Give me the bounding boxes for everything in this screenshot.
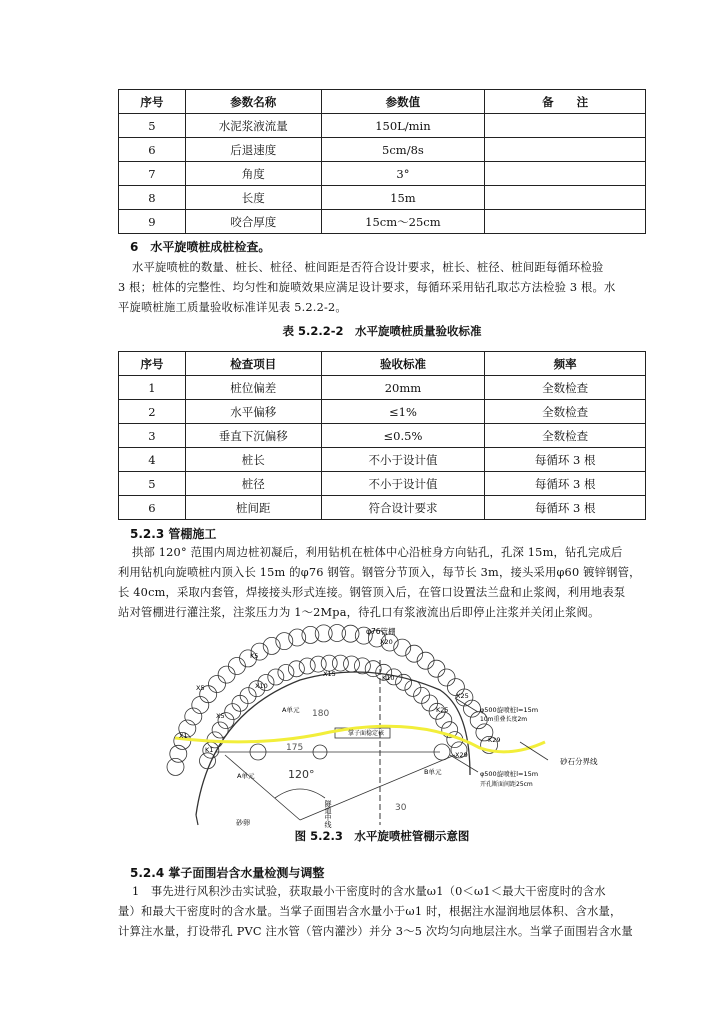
cell-no: 9 bbox=[119, 210, 186, 234]
table-header-row bbox=[119, 352, 646, 376]
cell-frequency: 全数检查 bbox=[485, 376, 646, 400]
cell-note bbox=[485, 114, 646, 138]
table-row bbox=[119, 114, 646, 138]
label-x25: X25 bbox=[456, 692, 469, 700]
col-header-note: 备 注 bbox=[485, 90, 646, 114]
label-a-unit: A单元 bbox=[282, 706, 300, 714]
cell-frequency: 每循环 3 根 bbox=[485, 496, 646, 520]
figure-caption: 图 5.2.3 水平旋喷桩管棚示意图 bbox=[294, 829, 470, 843]
inner-pile-circle bbox=[321, 655, 337, 671]
inner-pile-circle bbox=[200, 753, 216, 769]
table-row bbox=[119, 162, 646, 186]
table-row bbox=[119, 376, 646, 400]
table-row bbox=[119, 138, 646, 162]
cell-value: 15cm～25cm bbox=[321, 210, 485, 234]
outer-pile-circle bbox=[218, 666, 235, 683]
table-row bbox=[119, 210, 646, 234]
outer-pile-circle bbox=[170, 745, 187, 762]
table-row bbox=[119, 424, 646, 448]
pipe-roof-diagram bbox=[0, 620, 724, 830]
outer-pile-circle bbox=[228, 658, 245, 675]
cell-note bbox=[485, 138, 646, 162]
label-center: 隧道中线 bbox=[324, 800, 332, 828]
cell-standard: 不小于设计值 bbox=[321, 472, 485, 496]
cell-item: 桩间距 bbox=[185, 496, 321, 520]
cell-name: 咬合厚度 bbox=[185, 210, 321, 234]
angle-arc bbox=[275, 789, 325, 798]
label-angle: 120° bbox=[288, 768, 315, 781]
table-2-title: 表 5.2.2-2 水平旋喷桩质量验收标准 bbox=[282, 324, 482, 338]
section-6-paragraph bbox=[118, 258, 658, 318]
outer-pile-circle bbox=[302, 626, 319, 643]
cell-note bbox=[485, 210, 646, 234]
cell-item: 水平偏移 bbox=[185, 400, 321, 424]
cell-name: 角度 bbox=[185, 162, 321, 186]
label-x20: X20 bbox=[380, 638, 393, 646]
col-header-item: 检查项目 bbox=[185, 352, 321, 376]
label-dim30: 30 bbox=[395, 803, 407, 813]
cell-frequency: 每循环 3 根 bbox=[485, 472, 646, 496]
inner-pile-circle bbox=[436, 712, 452, 728]
parameter-table bbox=[118, 89, 646, 234]
cell-no: 8 bbox=[119, 186, 186, 210]
tunnel-arch bbox=[196, 672, 470, 815]
label-x5b: X5 bbox=[216, 712, 225, 720]
cell-standard: 符合设计要求 bbox=[321, 496, 485, 520]
paragraph-line: 1 事先进行风积沙击实试验，获取最小干密度时的含水量ω1（0＜ω1＜最大干密度时的含水 bbox=[132, 885, 606, 898]
cell-no: 3 bbox=[119, 424, 186, 448]
label-x1: X1 bbox=[179, 732, 188, 740]
label-k5: K5 bbox=[250, 652, 259, 660]
col-header-value: 参数值 bbox=[321, 90, 485, 114]
section-5-2-4-heading: 5.2.4 掌子面围岩含水量检测与调整 bbox=[130, 866, 325, 880]
paragraph-line: 计算注水量，打设带孔 PVC 注水管（管内灌沙）并分 3～5 次均匀向地层注水。当掌子面围岩含水量 bbox=[118, 925, 633, 938]
cell-standard: 20mm bbox=[321, 376, 485, 400]
label-x15: X15 bbox=[323, 670, 336, 678]
label-x29: X29 bbox=[455, 751, 468, 759]
table-row bbox=[119, 448, 646, 472]
table-row bbox=[119, 496, 646, 520]
cell-note bbox=[485, 162, 646, 186]
cell-standard: ≤0.5% bbox=[321, 424, 485, 448]
cell-item: 桩位偏差 bbox=[185, 376, 321, 400]
cell-frequency: 每循环 3 根 bbox=[485, 448, 646, 472]
cell-name: 后退速度 bbox=[185, 138, 321, 162]
outer-pile-circle bbox=[438, 669, 455, 686]
tunnel-wall-left bbox=[196, 815, 198, 825]
section-6-heading: 6 水平旋喷桩成桩检查。 bbox=[130, 240, 271, 254]
col-header-no: 序号 bbox=[119, 352, 186, 376]
cell-item: 桩径 bbox=[185, 472, 321, 496]
cell-name: 水泥浆液流量 bbox=[185, 114, 321, 138]
cell-item: 桩长 bbox=[185, 448, 321, 472]
cell-no: 1 bbox=[119, 376, 186, 400]
table-row bbox=[119, 186, 646, 210]
cell-no: 7 bbox=[119, 162, 186, 186]
cell-no: 4 bbox=[119, 448, 186, 472]
cell-value: 5cm/8s bbox=[321, 138, 485, 162]
cell-note bbox=[485, 186, 646, 210]
cell-item: 垂直下沉偏移 bbox=[185, 424, 321, 448]
cell-value: 15m bbox=[321, 186, 485, 210]
table-header-row bbox=[119, 90, 646, 114]
inner-pile-circle bbox=[278, 665, 294, 681]
section-5-2-3-heading: 5.2.3 管棚施工 bbox=[130, 527, 217, 541]
outer-pile-circle bbox=[167, 758, 184, 775]
inner-pile-circle bbox=[299, 658, 315, 674]
paragraph-line: 利用钻机向旋喷桩内顶入长 15m 的φ76 钢管。钢管分节顶入，每节长 3m，接头采用φ60 镀锌钢管， bbox=[118, 566, 641, 579]
angle-line-left bbox=[225, 755, 300, 820]
label-pile2b: 开孔断面间距25cm bbox=[480, 781, 533, 788]
paragraph-line: 水平旋喷桩的数量、桩长、桩径、桩间距是否符合设计要求，桩长、桩径、桩间距每循环检验 bbox=[132, 261, 604, 274]
section-5-2-3-paragraph bbox=[118, 543, 658, 623]
boundary-leader-line bbox=[520, 742, 548, 760]
table-row bbox=[119, 400, 646, 424]
outer-pile-circle bbox=[428, 660, 445, 677]
label-k1: K1 bbox=[205, 746, 214, 754]
cell-no: 6 bbox=[119, 138, 186, 162]
inner-pile-circle bbox=[268, 669, 284, 685]
inner-pile-circle bbox=[344, 656, 360, 672]
cell-standard: 不小于设计值 bbox=[321, 448, 485, 472]
label-a-unit-bottom: A单元 bbox=[237, 772, 255, 780]
label-boundary: 砂石分界线 bbox=[560, 757, 598, 766]
col-header-no: 序号 bbox=[119, 90, 186, 114]
label-k10: K10 bbox=[382, 674, 395, 682]
outer-pile-ring bbox=[167, 625, 498, 776]
label-sand: 砂卵 bbox=[236, 819, 250, 827]
cell-no: 5 bbox=[119, 472, 186, 496]
col-header-frequency: 频率 bbox=[485, 352, 646, 376]
cell-name: 长度 bbox=[185, 186, 321, 210]
label-support: 掌子面稳定核 bbox=[348, 730, 385, 737]
cell-standard: ≤1% bbox=[321, 400, 485, 424]
table-row bbox=[119, 472, 646, 496]
label-pile2: φ500旋喷桩l=15m bbox=[480, 770, 539, 778]
inner-pile-circle bbox=[365, 661, 381, 677]
cell-no: 2 bbox=[119, 400, 186, 424]
cell-value: 3° bbox=[321, 162, 485, 186]
col-header-name: 参数名称 bbox=[185, 90, 321, 114]
outer-pile-circle bbox=[342, 625, 359, 642]
paragraph-line: 拱部 120° 范围内周边桩初凝后，利用钻机在桩体中心沿桩身方向钻孔，孔深 15m，钻孔完成后 bbox=[132, 546, 623, 559]
section-5-2-4-paragraph bbox=[118, 882, 658, 942]
cell-no: 5 bbox=[119, 114, 186, 138]
outer-pile-circle bbox=[329, 625, 346, 642]
label-pile1: φ500旋喷桩l=15m bbox=[480, 706, 539, 714]
cell-frequency: 全数检查 bbox=[485, 424, 646, 448]
cell-frequency: 全数检查 bbox=[485, 400, 646, 424]
paragraph-line: 3 根；桩体的完整性、均匀性和旋喷效果应满足设计要求，每循环采用钻孔取芯方法检验 3 根。水 bbox=[118, 281, 616, 294]
label-pipe: φ76管棚 bbox=[366, 627, 396, 636]
paragraph-line: 量）和最大干密度时的含水量。当掌子面围岩含水量小于ω1 时，根据注水湿润地层体积、含水量， bbox=[118, 905, 622, 918]
label-k25: K25 bbox=[436, 706, 449, 714]
outer-pile-circle bbox=[192, 697, 209, 714]
quality-acceptance-table bbox=[118, 351, 646, 520]
label-x10: X10 bbox=[255, 682, 268, 690]
paragraph-line: 站对管棚进行灌注浆，注浆压力为 1～2Mpa，待孔口有浆液流出后即停止注浆并关闭止浆阀。 bbox=[118, 606, 600, 619]
label-x5: X5 bbox=[196, 684, 205, 692]
col-header-standard: 验收标准 bbox=[321, 352, 485, 376]
cell-no: 6 bbox=[119, 496, 186, 520]
label-dim180: 180 bbox=[312, 709, 330, 719]
label-k29: K29 bbox=[488, 736, 501, 744]
label-dim175: 175 bbox=[286, 743, 304, 753]
outer-pile-circle bbox=[209, 676, 226, 693]
cell-value: 150L/min bbox=[321, 114, 485, 138]
label-b-unit: B单元 bbox=[424, 768, 442, 776]
label-pile1b: 10m重叠长度2m bbox=[480, 716, 528, 723]
outer-pile-circle bbox=[289, 629, 306, 646]
paragraph-line: 平旋喷桩施工质量验收标准详见表 5.2.2-2。 bbox=[118, 301, 347, 314]
inner-pile-circle bbox=[288, 661, 304, 677]
paragraph-line: 长 40cm，采取内套管，焊接接头形式连接。钢管顶入后，在管口设置法兰盘和止浆阀，利用地表泵 bbox=[118, 586, 626, 599]
